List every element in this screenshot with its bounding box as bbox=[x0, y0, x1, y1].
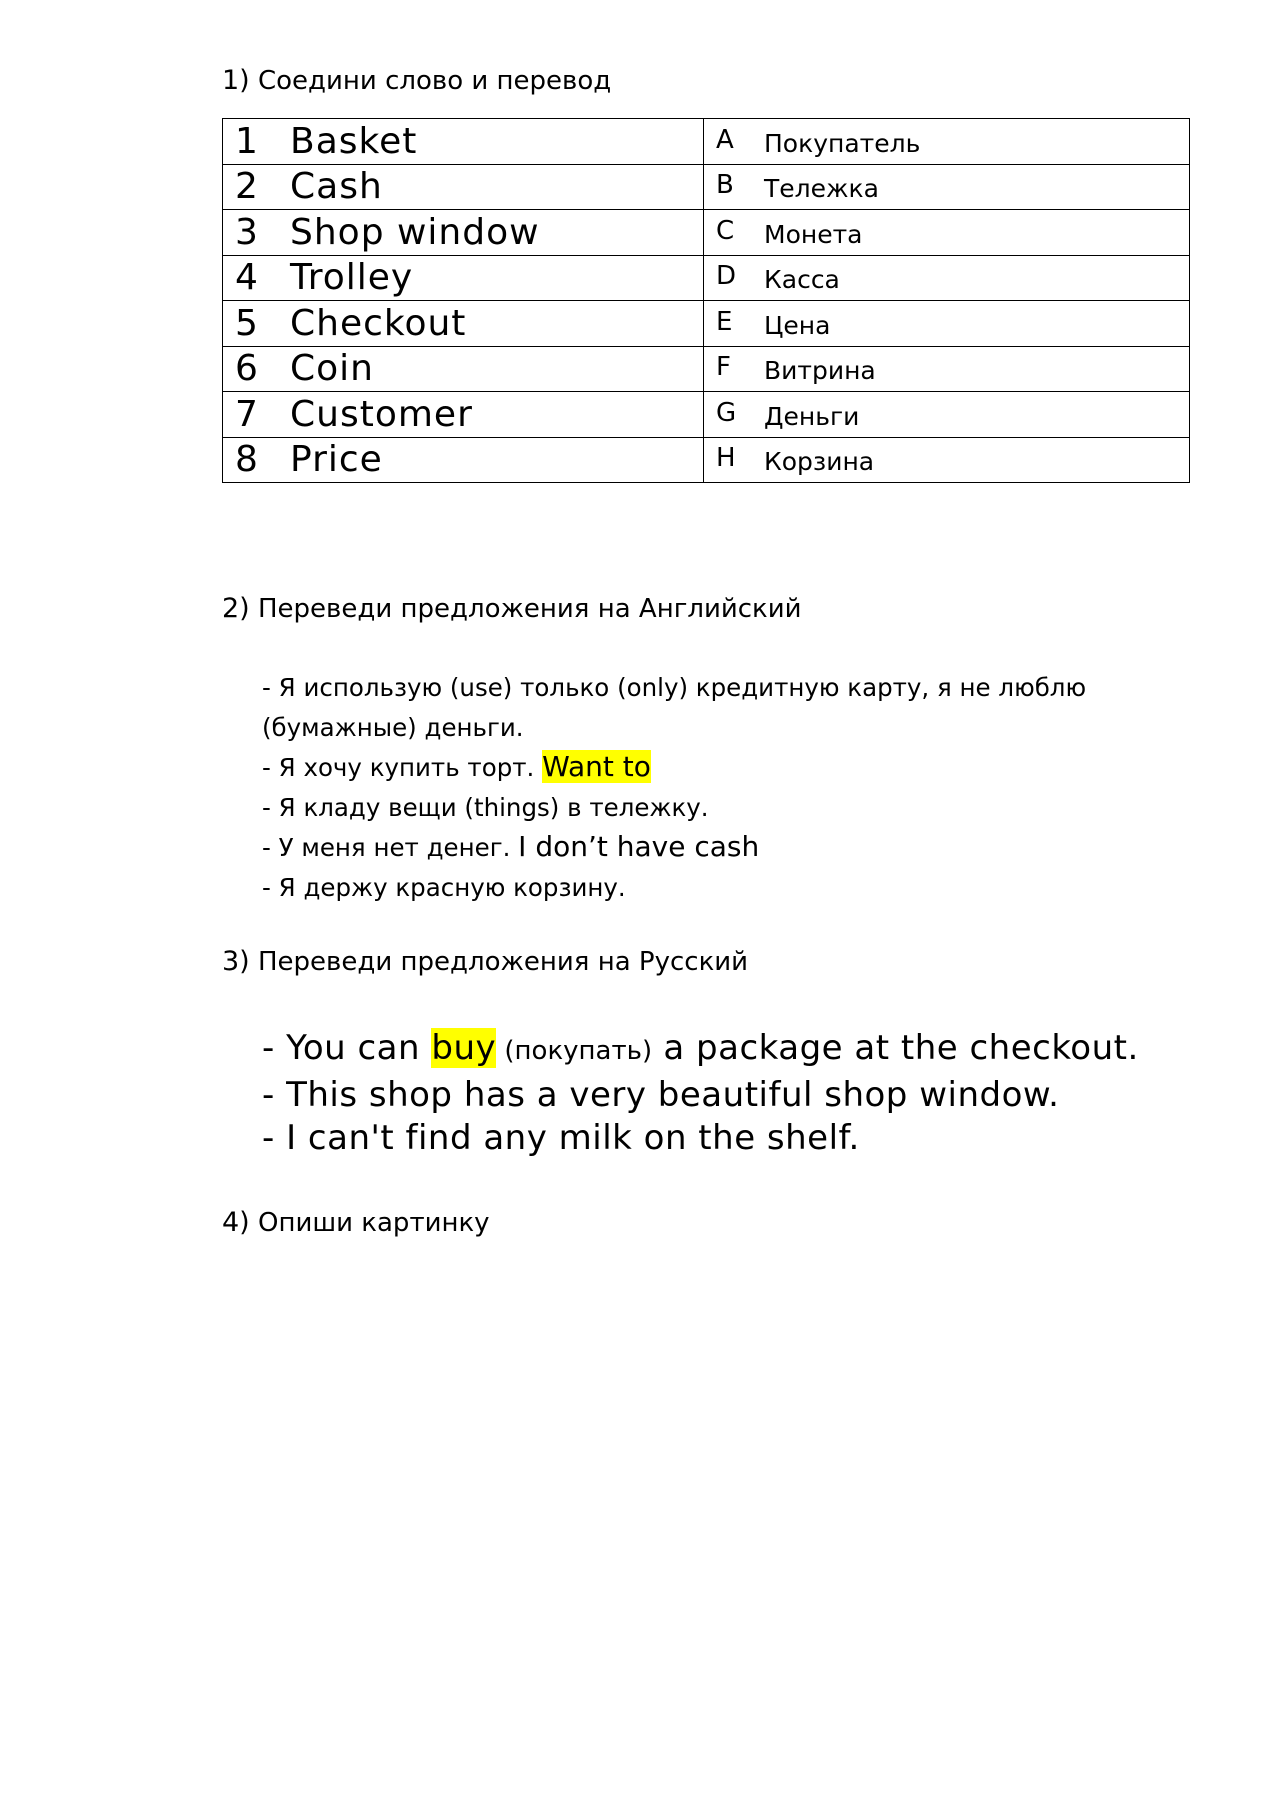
russian-translation: Монета bbox=[764, 219, 863, 249]
word-cell bbox=[223, 346, 704, 392]
translation-cell bbox=[704, 392, 1190, 438]
russian-translation: Покупатель bbox=[764, 128, 921, 158]
task3-number: 3) bbox=[222, 946, 250, 977]
russian-translation: Касса bbox=[764, 265, 840, 295]
english-word: Shop window bbox=[290, 211, 540, 253]
task4-title: Опиши картинку bbox=[257, 1208, 490, 1238]
task3-sentence-1-pre: - You can bbox=[262, 1028, 432, 1068]
translation-cell bbox=[704, 346, 1190, 392]
word-cell bbox=[223, 392, 704, 438]
task1-title: Соедини слово и перевод bbox=[257, 66, 612, 96]
task3-sentence-1-post: a package at the checkout. bbox=[652, 1028, 1139, 1068]
task1-number: 1) bbox=[222, 65, 250, 96]
table-row bbox=[223, 437, 1190, 483]
word-cell bbox=[223, 119, 704, 165]
translation-letter: A bbox=[716, 124, 734, 155]
task4-heading bbox=[222, 1208, 490, 1238]
word-number: 5 bbox=[235, 302, 259, 344]
translation-cell bbox=[704, 301, 1190, 347]
english-word: Basket bbox=[290, 120, 418, 162]
task2-sentence-3: - Я кладу вещи (things) в тележку. bbox=[262, 792, 709, 822]
translation-letter: D bbox=[716, 261, 737, 292]
task3-sentence-3: - I can't find any milk on the shelf. bbox=[262, 1118, 860, 1158]
english-word: Customer bbox=[290, 393, 473, 435]
english-word: Checkout bbox=[290, 302, 467, 344]
word-number: 1 bbox=[235, 120, 259, 162]
task2-sentence-4-answer: I don’t have cash bbox=[518, 830, 760, 863]
task3-sentence-1-hint: (покупать) bbox=[496, 1036, 653, 1066]
word-cell bbox=[223, 255, 704, 301]
translation-letter: C bbox=[716, 215, 735, 246]
task2-sentence-1-line-2: (бумажные) деньги. bbox=[262, 712, 524, 742]
translation-letter: E bbox=[716, 306, 733, 337]
word-number: 4 bbox=[235, 257, 259, 299]
task3-sentence-2: - This shop has a very beautiful shop window. bbox=[262, 1074, 1060, 1115]
translation-letter: B bbox=[716, 170, 734, 201]
russian-translation: Витрина bbox=[764, 356, 876, 386]
translation-letter: F bbox=[716, 352, 731, 383]
task2-heading bbox=[222, 594, 802, 624]
task3-title: Переведи предложения на Русский bbox=[257, 947, 749, 977]
table-row bbox=[223, 255, 1190, 301]
task3-sentence-1 bbox=[262, 1027, 1202, 1074]
translation-cell bbox=[704, 437, 1190, 483]
translation-letter: H bbox=[716, 443, 736, 474]
task2-sentence-2 bbox=[262, 747, 1122, 788]
translation-letter: G bbox=[716, 397, 737, 428]
word-number: 6 bbox=[235, 348, 259, 390]
word-cell bbox=[223, 437, 704, 483]
table-row bbox=[223, 392, 1190, 438]
task3-sentence-1-highlight: buy bbox=[431, 1028, 497, 1068]
task2-title: Переведи предложения на Английский bbox=[257, 594, 802, 624]
word-cell bbox=[223, 164, 704, 210]
task2-sentence-4-text: - У меня нет денег. bbox=[262, 833, 519, 862]
word-number: 3 bbox=[235, 211, 259, 253]
word-number: 2 bbox=[235, 166, 259, 208]
task2-sentence-2-answer: Want to bbox=[542, 750, 651, 783]
table-row bbox=[223, 346, 1190, 392]
table-row bbox=[223, 301, 1190, 347]
task3-sentence-list bbox=[262, 1027, 1202, 1161]
task2-sentence-list bbox=[262, 668, 1122, 907]
translation-cell bbox=[704, 119, 1190, 165]
word-cell bbox=[223, 301, 704, 347]
translation-cell bbox=[704, 164, 1190, 210]
task2-sentence-2-text: - Я хочу купить торт. bbox=[262, 753, 543, 782]
english-word: Price bbox=[290, 439, 383, 481]
task3-heading bbox=[222, 947, 748, 977]
english-word: Trolley bbox=[290, 257, 414, 299]
translation-cell bbox=[704, 210, 1190, 256]
russian-translation: Корзина bbox=[764, 447, 875, 477]
task2-sentence-4 bbox=[262, 827, 1122, 868]
translation-cell bbox=[704, 255, 1190, 301]
table-row bbox=[223, 164, 1190, 210]
english-word: Coin bbox=[290, 348, 374, 390]
word-cell bbox=[223, 210, 704, 256]
word-number: 7 bbox=[235, 393, 259, 435]
table-row bbox=[223, 119, 1190, 165]
english-word: Cash bbox=[290, 166, 383, 208]
word-number: 8 bbox=[235, 439, 259, 481]
russian-translation: Тележка bbox=[764, 174, 879, 204]
task2-sentence-5: - Я держу красную корзину. bbox=[262, 872, 626, 902]
russian-translation: Деньги bbox=[764, 401, 860, 431]
russian-translation: Цена bbox=[764, 310, 831, 340]
task4-number: 4) bbox=[222, 1207, 250, 1238]
task2-number: 2) bbox=[222, 593, 250, 624]
task2-sentence-1-line-1: - Я использую (use) только (only) кредитную карту, я не люблю bbox=[262, 673, 1087, 702]
task1-heading bbox=[222, 66, 611, 96]
matching-table bbox=[222, 118, 1190, 483]
table-row bbox=[223, 210, 1190, 256]
